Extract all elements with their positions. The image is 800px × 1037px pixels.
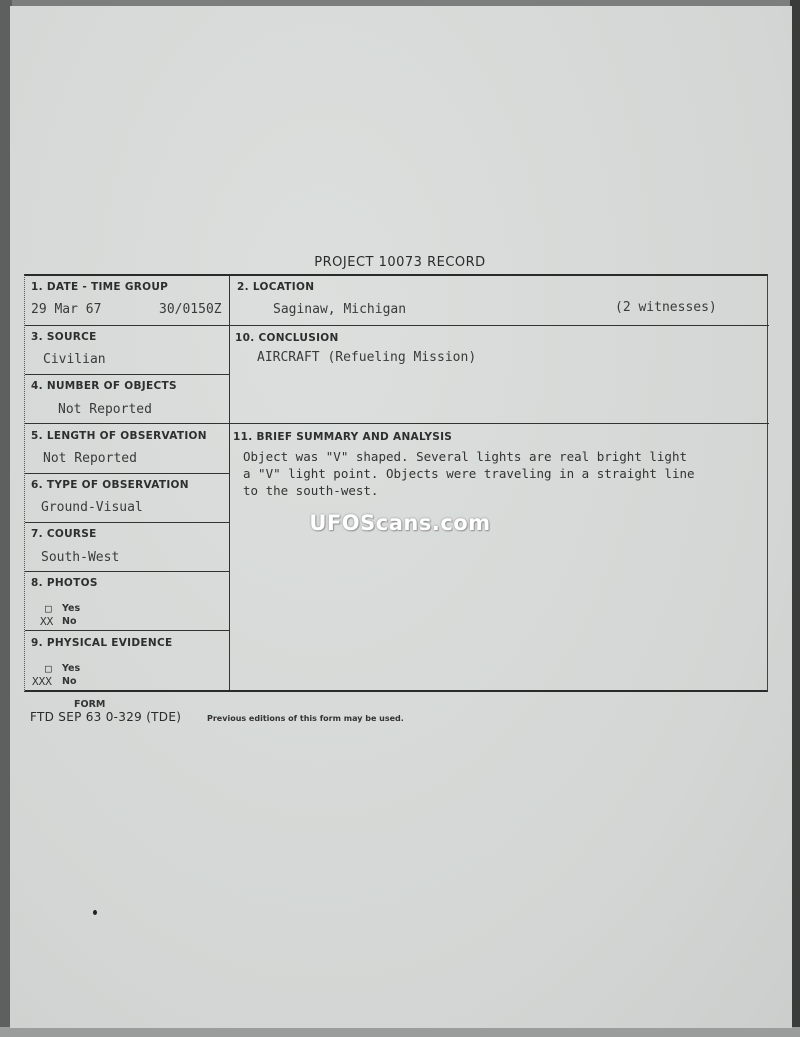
- conclusion-label: 10. CONCLUSION: [235, 332, 339, 344]
- evidence-no-label: No: [62, 676, 77, 687]
- course-value: South-West: [41, 550, 120, 565]
- row-divider: [25, 325, 769, 326]
- objects-value: Not Reported: [58, 402, 152, 417]
- photos-no-label: No: [62, 616, 77, 627]
- footer-form-word: FORM: [74, 699, 106, 710]
- row-divider: [25, 473, 229, 474]
- footer-form-code: FTD SEP 63 0-329 (TDE): [30, 710, 182, 724]
- length-value: Not Reported: [43, 451, 137, 466]
- watermark: UFOScans.com: [309, 511, 491, 535]
- summary-line: a "V" light point. Objects were traveling in a straight line: [243, 466, 695, 481]
- photos-yes-label: Yes: [62, 603, 81, 614]
- type-value: Ground-Visual: [41, 500, 143, 515]
- row-divider: [25, 374, 229, 375]
- ink-speck: [93, 910, 97, 915]
- course-label: 7. COURSE: [31, 528, 97, 540]
- evidence-yes-label: Yes: [62, 663, 81, 674]
- scan-edge-bottom: [0, 1027, 800, 1037]
- evidence-yes-checkbox: □: [45, 662, 52, 675]
- witnesses-value: (2 witnesses): [615, 300, 717, 315]
- record-form: [24, 274, 768, 692]
- date-time-label: 1. DATE - TIME GROUP: [31, 281, 169, 293]
- source-label: 3. SOURCE: [31, 331, 97, 343]
- column-divider: [229, 276, 230, 690]
- length-label: 5. LENGTH OF OBSERVATION: [31, 430, 207, 442]
- photos-label: 8. PHOTOS: [31, 577, 98, 589]
- summary-line: Object was "V" shaped. Several lights are real bright light: [243, 449, 688, 464]
- date-value: 29 Mar 67: [31, 302, 102, 317]
- conclusion-value: AIRCRAFT (Refueling Mission): [257, 350, 477, 365]
- photos-yes-checkbox: □: [45, 602, 52, 615]
- source-value: Civilian: [43, 352, 106, 367]
- row-divider: [25, 630, 229, 631]
- photos-no-mark: XX: [40, 615, 54, 628]
- summary-text: [243, 448, 765, 499]
- evidence-no-mark: XXX: [32, 675, 52, 688]
- location-value: Saginaw, Michigan: [273, 302, 407, 317]
- summary-label: 11. BRIEF SUMMARY AND ANALYSIS: [233, 431, 453, 443]
- form-title: PROJECT 10073 RECORD: [314, 255, 486, 270]
- location-label: 2. LOCATION: [237, 281, 315, 293]
- row-divider: [25, 571, 229, 572]
- footer-note: Previous editions of this form may be used.: [207, 714, 404, 723]
- objects-label: 4. NUMBER OF OBJECTS: [31, 380, 177, 392]
- type-label: 6. TYPE OF OBSERVATION: [31, 479, 189, 491]
- evidence-label: 9. PHYSICAL EVIDENCE: [31, 637, 173, 649]
- summary-line: to the south-west.: [243, 483, 379, 498]
- row-divider: [25, 423, 769, 424]
- time-value: 30/0150Z: [159, 302, 222, 317]
